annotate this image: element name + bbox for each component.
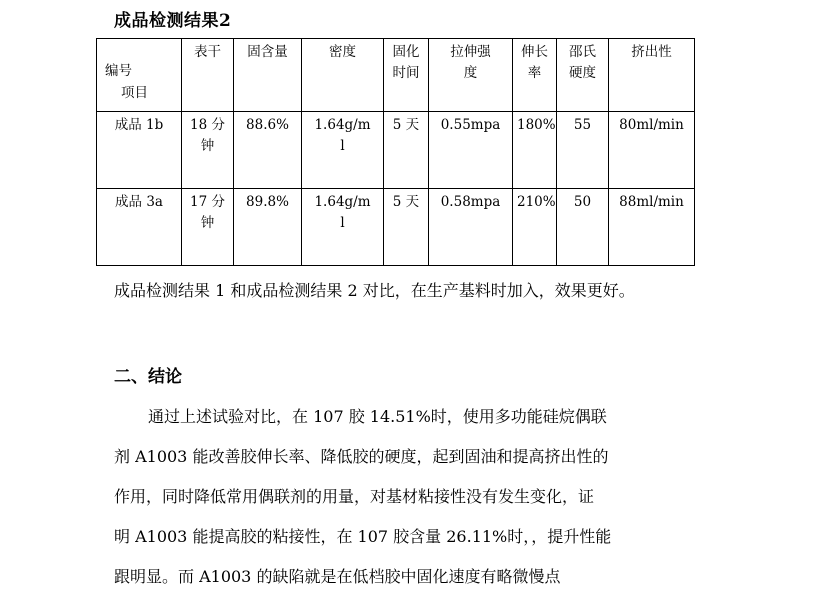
- section-title: 成品检测结果2: [114, 11, 232, 31]
- table-cell: 55: [557, 112, 609, 189]
- header-cell: 拉伸强 度: [429, 39, 513, 112]
- table-cell: 210%: [513, 189, 557, 266]
- corner-header-cell: [97, 39, 182, 112]
- conclusion-line: 作用，同时降低常用偶联剂的用量，对基材粘接性没有发生变化，证: [114, 487, 595, 506]
- corner-item-label: 项目: [121, 85, 148, 101]
- table-row: [97, 189, 695, 266]
- conclusion-line: 通过上述试验对比，在 107 胶 14.51%时，使用多功能硅烷偶联: [148, 407, 607, 426]
- table-cell: 1.64g/m l: [302, 112, 384, 189]
- table-cell: 5 天: [384, 189, 429, 266]
- table-cell: 1.64g/m l: [302, 189, 384, 266]
- table-cell: 50: [557, 189, 609, 266]
- conclusion-line: 明 A1003 能提高胶的粘接性，在 107 胶含量 26.11%时，，提升性能: [114, 527, 612, 546]
- product-name-cell: 成品 3a: [97, 189, 182, 266]
- header-cell: 固含量: [234, 39, 302, 112]
- table-cell: 88ml/min: [609, 189, 695, 266]
- table-cell: 180%: [513, 112, 557, 189]
- table-cell: 18 分 钟: [182, 112, 234, 189]
- table-cell: 17 分 钟: [182, 189, 234, 266]
- comparison-paragraph: 成品检测结果 1 和成品检测结果 2 对比，在生产基料时加入，效果更好。: [114, 281, 635, 300]
- table-row: [97, 112, 695, 189]
- header-cell: 密度: [302, 39, 384, 112]
- table-cell: 5 天: [384, 112, 429, 189]
- header-cell: 挤出性: [609, 39, 695, 112]
- results-table: [96, 38, 695, 266]
- table-cell: 0.55mpa: [429, 112, 513, 189]
- header-cell: 固化 时间: [384, 39, 429, 112]
- conclusion-line: 剂 A1003 能改善胶伸长率、降低胶的硬度，起到固油和提高挤出性的: [114, 447, 609, 466]
- conclusion-body: [114, 402, 694, 602]
- conclusion-line: 跟明显。而 A1003 的缺陷就是在低档胶中固化速度有略微慢点: [114, 567, 561, 586]
- header-cell: 伸长 率: [513, 39, 557, 112]
- table-cell: 89.8%: [234, 189, 302, 266]
- table-cell: 88.6%: [234, 112, 302, 189]
- product-name-cell: 成品 1b: [97, 112, 182, 189]
- table-cell: 0.58mpa: [429, 189, 513, 266]
- table-header-row: [97, 39, 695, 112]
- header-cell: 邵氏 硬度: [557, 39, 609, 112]
- corner-number-label: 编号: [105, 63, 132, 79]
- table-cell: 80ml/min: [609, 112, 695, 189]
- conclusion-heading: 二、结论: [114, 367, 182, 387]
- header-cell: 表干: [182, 39, 234, 112]
